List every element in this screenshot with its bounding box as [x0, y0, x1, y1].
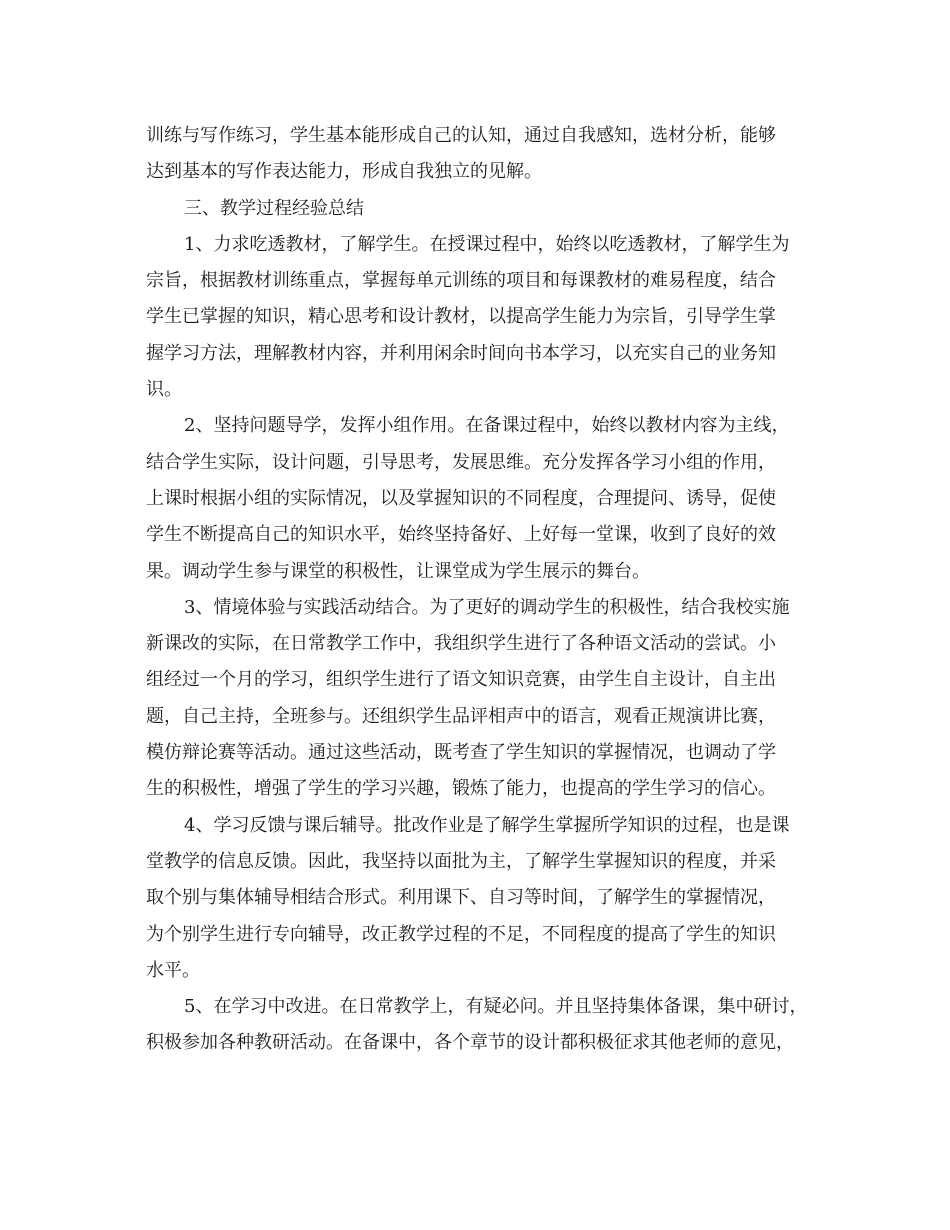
- paragraph-continuation: [146, 118, 826, 191]
- text-line: 水平。: [146, 959, 200, 981]
- text-line: 3、情境体验与实践活动结合。为了更好的调动学生的积极性，结合我校实施: [184, 596, 790, 618]
- paragraph-5: [146, 989, 826, 1062]
- text-line: 握学习方法，理解教材内容，并利用闲余时间向书本学习，以充实自己的业务知: [146, 342, 776, 364]
- text-line: 训练与写作练习，学生基本能形成自己的认知，通过自我感知，选材分析，能够: [146, 125, 776, 146]
- section-heading-text: 三、教学过程经验总结: [184, 197, 364, 219]
- text-line: 达到基本的写作表达能力，形成自我独立的见解。: [146, 161, 542, 183]
- text-line: 模仿辩论赛等活动。通过这些活动，既考查了学生知识的掌握情况，也调动了学: [146, 742, 776, 764]
- text-line: 上课时根据小组的实际情况，以及掌握知识的不同程度，合理提问、诱导，促使: [146, 487, 776, 509]
- paragraph-1: [146, 227, 826, 408]
- text-line: 取个别与集体辅导相结合形式。利用课下、自习等时间，了解学生的掌握情况，: [146, 887, 776, 909]
- text-line: 2、坚持问题导学，发挥小组作用。在备课过程中，始终以教材内容为主线，: [184, 415, 790, 437]
- text-line: 1、力求吃透教材，了解学生。在授课过程中，始终以吃透教材，了解学生为: [184, 233, 790, 255]
- text-line: 4、学习反馈与课后辅导。批改作业是了解学生掌握所学知识的过程，也是课: [184, 814, 790, 836]
- document-body: [146, 118, 826, 1062]
- text-line: 学生已掌握的知识，精心思考和设计教材，以提高学生能力为宗旨，引导学生掌: [146, 306, 776, 328]
- text-line: 果。调动学生参与课堂的积极性，让课堂成为学生展示的舞台。: [146, 560, 650, 582]
- text-line: 组经过一个月的学习，组织学生进行了语文知识竞赛，由学生自主设计，自主出: [146, 669, 776, 691]
- paragraph-4: [146, 808, 826, 989]
- paragraph-3: [146, 590, 826, 808]
- text-line: 识。: [146, 379, 182, 401]
- text-line: 积极参加各种教研活动。在备课中，各个章节的设计都积极征求其他老师的意见，: [146, 1032, 794, 1054]
- text-line: 题，自己主持，全班参与。还组织学生品评相声中的语言，观看正规演讲比赛，: [146, 705, 776, 727]
- text-line: 为个别学生进行专向辅导，改正教学过程的不足，不同程度的提高了学生的知识: [146, 923, 776, 945]
- text-line: 堂教学的信息反馈。因此，我坚持以面批为主，了解学生掌握知识的程度，并采: [146, 850, 776, 872]
- text-line: 生的积极性，增强了学生的学习兴趣，锻炼了能力，也提高的学生学习的信心。: [146, 778, 776, 800]
- text-line: 新课改的实际，在日常教学工作中，我组织学生进行了各种语文活动的尝试。小: [146, 633, 776, 655]
- text-line: 学生不断提高自己的知识水平，始终坚持备好、上好每一堂课，收到了良好的效: [146, 524, 776, 546]
- text-line: 宗旨，根据教材训练重点，掌握每单元训练的项目和每课教材的难易程度，结合: [146, 270, 776, 292]
- paragraph-2: [146, 408, 826, 589]
- text-line: 结合学生实际，设计问题，引导思考，发展思维。充分发挥各学习小组的作用，: [146, 451, 776, 473]
- section-heading: [146, 191, 826, 227]
- text-line: 5、在学习中改进。在日常教学上，有疑必问。并且坚持集体备课，集中研讨，: [184, 996, 808, 1018]
